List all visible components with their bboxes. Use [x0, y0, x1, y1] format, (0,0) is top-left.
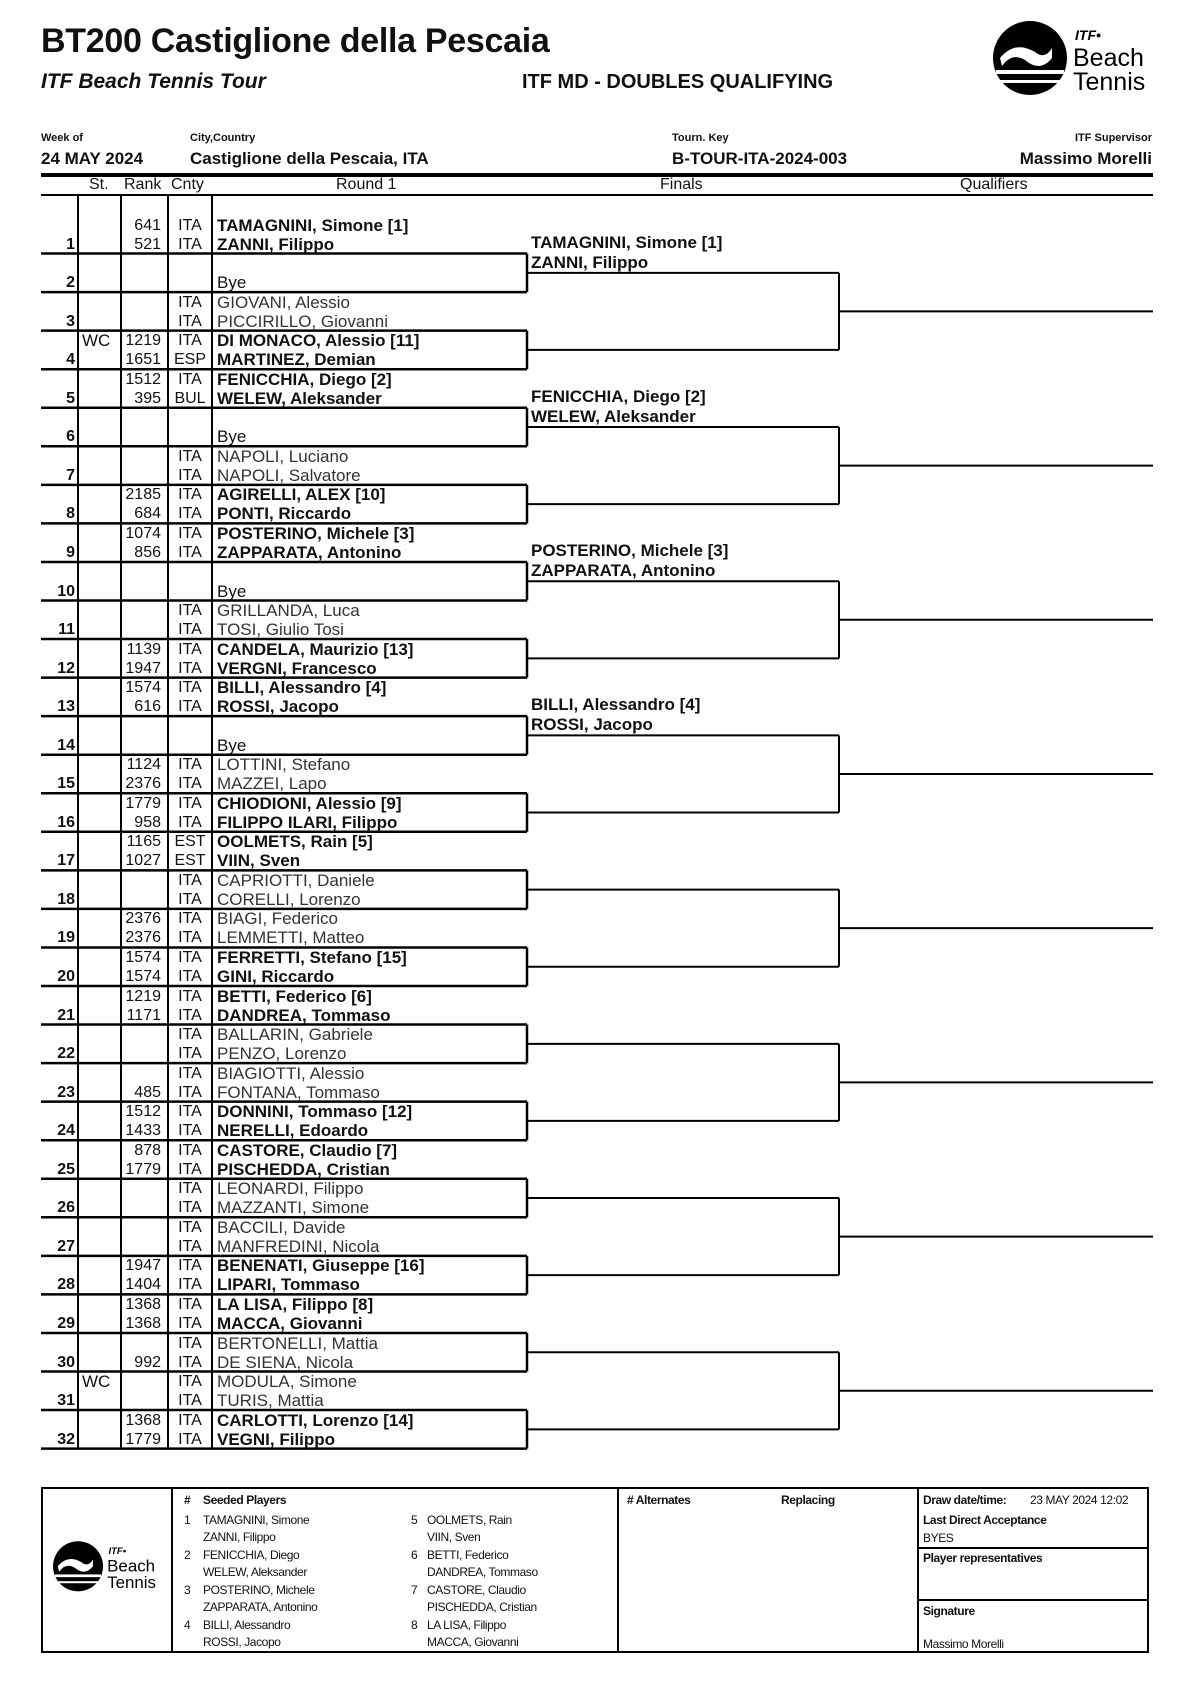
entry-number: 30 [57, 1353, 75, 1371]
replacing-label: Replacing [781, 1493, 835, 1507]
player-country: ITA [178, 794, 202, 812]
seed-player: POSTERINO, Michele [203, 1583, 315, 1597]
player-country: ITA [178, 312, 202, 330]
player-country: ITA [178, 910, 202, 928]
player-rank: 641 [134, 216, 161, 234]
player-rank: 1574 [125, 949, 161, 966]
player-rank: 1404 [125, 1276, 161, 1294]
player-rank: 1947 [125, 1257, 161, 1275]
player-country: ITA [178, 1160, 202, 1178]
player-name: VERGNI, Francesco [217, 658, 377, 678]
player-country: ITA [178, 216, 202, 234]
player-rank: 1433 [125, 1122, 161, 1140]
player-name: CORELLI, Lorenzo [217, 889, 361, 909]
player-name: TAMAGNINI, Simone [1] [217, 215, 409, 235]
seed-player: ZANNI, Filippo [203, 1530, 276, 1544]
svg-text:Beach: Beach [1073, 44, 1144, 72]
player-name: VIIN, Sven [217, 851, 301, 871]
player-name: DANDREA, Tommaso [217, 1005, 391, 1025]
seed-number: 4 [184, 1618, 191, 1632]
player-rank: 1574 [125, 968, 161, 985]
seed-player: WELEW, Aleksander [203, 1565, 307, 1579]
player-rank: 992 [134, 1353, 161, 1371]
seed-number: 8 [411, 1618, 418, 1632]
tournament-title: BT200 Castiglione della Pescaia [41, 22, 550, 60]
player-country: ITA [178, 447, 202, 465]
player-name: MAZZANTI, Simone [217, 1198, 370, 1218]
finals-player-name: TAMAGNINI, Simone [1] [531, 232, 723, 252]
footer-divider [917, 1599, 1147, 1601]
player-rank: 1139 [126, 640, 161, 658]
player-country: ITA [178, 1314, 202, 1332]
player-rank: 958 [134, 813, 161, 831]
player-rank: 2376 [125, 775, 161, 793]
player-country: ITA [178, 524, 202, 542]
player-country: ITA [178, 949, 202, 966]
player-name: PONTI, Riccardo [217, 504, 352, 524]
player-rank: 684 [134, 505, 161, 523]
player-name: MARTINEZ, Demian [217, 350, 376, 370]
entry-number: 17 [57, 852, 75, 870]
player-country: ITA [178, 1392, 202, 1410]
footer-divider [917, 1489, 919, 1651]
footer-divider [617, 1489, 619, 1651]
seed-number: 6 [411, 1548, 418, 1562]
entry-number: 29 [57, 1314, 75, 1332]
player-name: FERRETTI, Stefano [15] [217, 948, 407, 967]
player-name: ZANNI, Filippo [217, 234, 335, 254]
entry-number: 15 [57, 775, 75, 793]
player-country: BUL [174, 389, 206, 407]
player-name: AGIRELLI, ALEX [10] [217, 485, 386, 505]
col-round1: Round 1 [336, 176, 397, 193]
player-rank: 485 [134, 1083, 161, 1101]
player-name: GINI, Riccardo [217, 967, 335, 986]
player-country: ITA [178, 1295, 202, 1313]
player-name: FENICCHIA, Diego [2] [217, 369, 392, 389]
player-rank: 1779 [125, 1160, 161, 1178]
player-country: ITA [178, 1373, 202, 1391]
supervisor-label: ITF Supervisor [1074, 132, 1152, 144]
entry-number: 1 [66, 235, 75, 253]
player-rank: 1368 [125, 1295, 161, 1313]
player-name: Bye [217, 273, 247, 293]
player-country: EST [174, 852, 206, 870]
player-country: ITA [178, 505, 202, 523]
finals-player-name: FENICCHIA, Diego [2] [531, 387, 706, 407]
player-country: ITA [178, 1122, 202, 1140]
entry-number: 9 [66, 543, 75, 561]
player-name: MODULA, Simone [217, 1372, 357, 1392]
player-country: ITA [178, 1353, 202, 1371]
finals-player-name: ZAPPARATA, Antonino [531, 561, 716, 581]
player-country: ITA [178, 1334, 202, 1352]
entry-number: 14 [57, 736, 75, 754]
player-name: BALLARIN, Gabriele [217, 1025, 373, 1045]
col-qualifiers: Qualifiers [960, 176, 1028, 193]
beach-tennis-logo-icon [51, 1539, 166, 1597]
player-rank: 856 [134, 543, 161, 561]
footer-logo [51, 1539, 166, 1602]
player-country: ITA [178, 756, 202, 774]
entry-number: 12 [57, 659, 75, 677]
player-name: PISCHEDDA, Cristian [217, 1159, 390, 1179]
player-rank: 1219 [125, 987, 161, 1005]
entry-number: 5 [66, 389, 75, 407]
player-name: BACCILI, Davide [217, 1217, 346, 1237]
player-name: NERELLI, Edoardo [217, 1121, 369, 1141]
player-name: LEONARDI, Filippo [217, 1179, 364, 1199]
svg-text:Tennis: Tennis [1073, 68, 1146, 96]
entry-number: 25 [57, 1160, 75, 1178]
seed-number: 2 [184, 1548, 191, 1562]
entry-number: 27 [57, 1237, 75, 1255]
player-rank: 1219 [125, 332, 161, 350]
finals-player-name: ZANNI, Filippo [531, 252, 649, 272]
player-rank: 1124 [126, 756, 161, 774]
player-country: ITA [178, 1218, 202, 1236]
player-country: ITA [178, 466, 202, 484]
player-country: ITA [178, 1103, 202, 1121]
player-country: ITA [178, 775, 202, 793]
player-name: MACCA, Giovanni [217, 1313, 363, 1333]
seed-player: PISCHEDDA, Cristian [427, 1600, 537, 1614]
player-name: LOTTINI, Stefano [217, 755, 351, 775]
finals-player-name: ROSSI, Jacopo [531, 715, 653, 735]
seed-player: BETTI, Federico [427, 1548, 509, 1562]
player-rank: 1651 [125, 351, 161, 369]
player-rank: 1512 [125, 370, 161, 388]
player-name: CHIODIONI, Alessio [9] [217, 793, 402, 813]
entry-number: 19 [57, 929, 75, 947]
svg-text:ITF•: ITF• [1075, 27, 1101, 43]
player-name: DI MONACO, Alessio [11] [217, 331, 420, 351]
player-country: ITA [178, 1257, 202, 1275]
player-country: ITA [178, 1276, 202, 1294]
player-name: VEGNI, Filippo [217, 1429, 336, 1449]
player-country: ITA [178, 813, 202, 831]
player-country: ITA [178, 621, 202, 639]
player-name: BERTONELLI, Mattia [217, 1333, 378, 1353]
player-country: ITA [178, 987, 202, 1005]
seed-player: ROSSI, Jacopo [203, 1635, 281, 1649]
supervisor-value: Massimo Morelli [1019, 149, 1152, 168]
player-country: ITA [178, 1006, 202, 1024]
seed-number: 5 [411, 1513, 418, 1527]
player-country: ITA [178, 871, 202, 889]
player-name: DONNINI, Tommaso [12] [217, 1102, 413, 1122]
seed-player: DANDREA, Tommaso [427, 1565, 538, 1579]
player-name: Bye [217, 427, 247, 447]
player-name: BILLI, Alessandro [4] [217, 678, 387, 698]
player-name: BETTI, Federico [6] [217, 986, 372, 1006]
svg-text:ITF•: ITF• [108, 1546, 127, 1558]
player-name: LA LISA, Filippo [8] [217, 1294, 374, 1314]
finals-player-name: BILLI, Alessandro [4] [531, 695, 701, 715]
player-name: BENENATI, Giuseppe [16] [217, 1256, 425, 1276]
player-rank: 878 [134, 1141, 161, 1159]
finals-player-name: POSTERINO, Michele [3] [531, 541, 729, 561]
player-name: BIAGIOTTI, Alessio [217, 1063, 365, 1083]
player-country: ITA [178, 543, 202, 561]
player-rank: 1779 [125, 794, 161, 812]
player-country: ITA [178, 640, 202, 658]
entry-number: 10 [57, 582, 75, 600]
player-name: BIAGI, Federico [217, 909, 338, 929]
player-rank: 1947 [125, 659, 161, 677]
seed-player: OOLMETS, Rain [427, 1513, 512, 1527]
player-rank: 1027 [125, 852, 161, 870]
player-name: PICCIRILLO, Giovanni [217, 311, 389, 331]
player-name: CASTORE, Claudio [7] [217, 1140, 398, 1160]
seed-number: 7 [411, 1583, 418, 1597]
entry-number: 24 [57, 1122, 75, 1140]
entry-number: 20 [57, 968, 75, 985]
player-name: CANDELA, Maurizio [13] [217, 639, 414, 659]
player-rank: 1779 [125, 1430, 161, 1448]
entry-number: 13 [57, 698, 75, 716]
finals-player-name: WELEW, Aleksander [531, 407, 696, 427]
player-country: ITA [178, 1237, 202, 1255]
entry-number: 21 [57, 1006, 75, 1024]
lda-label: Last Direct Acceptance [923, 1513, 1047, 1527]
col-finals: Finals [660, 176, 703, 193]
player-reps-label: Player representatives [923, 1551, 1043, 1565]
seed-player: TAMAGNINI, Simone [203, 1513, 310, 1527]
entry-number: 18 [57, 890, 75, 908]
player-name: OOLMETS, Rain [5] [217, 832, 373, 852]
player-country: ITA [178, 1180, 202, 1198]
player-country: ITA [178, 890, 202, 908]
entry-number: 4 [66, 351, 75, 369]
player-name: GIOVANI, Alessio [217, 292, 350, 312]
seed-number: 1 [184, 1513, 191, 1527]
player-country: ITA [178, 679, 202, 697]
player-name: CARLOTTI, Lorenzo [14] [217, 1410, 414, 1430]
player-country: ITA [178, 1411, 202, 1429]
seeded-hash: # [184, 1493, 191, 1507]
signature-label: Signature [923, 1604, 975, 1618]
player-country: ESP [173, 351, 206, 369]
seed-player: LA LISA, Filippo [427, 1618, 506, 1632]
entry-number: 28 [57, 1276, 75, 1294]
player-rank: 616 [134, 698, 161, 716]
footer-divider [917, 1547, 1147, 1549]
player-name: FILIPPO ILARI, Filippo [217, 812, 398, 832]
player-country: ITA [178, 1083, 202, 1101]
tour-name: ITF Beach Tennis Tour [41, 70, 266, 93]
player-name: TURIS, Mattia [217, 1391, 324, 1411]
signature-value: Massimo Morelli [923, 1637, 1004, 1651]
entry-number: 11 [58, 621, 75, 639]
player-country: ITA [178, 659, 202, 677]
player-name: Bye [217, 581, 247, 601]
player-name: DE SIENA, Nicola [217, 1352, 354, 1372]
week-label: Week of [41, 132, 83, 144]
player-name: MAZZEI, Lapo [217, 774, 327, 794]
city-label: City,Country [190, 132, 256, 144]
player-name: NAPOLI, Salvatore [217, 465, 361, 485]
player-name: NAPOLI, Luciano [217, 446, 349, 466]
player-country: ITA [178, 1045, 202, 1063]
player-country: ITA [178, 1199, 202, 1217]
player-rank: 521 [134, 235, 161, 253]
player-name: CAPRIOTTI, Daniele [217, 870, 375, 890]
player-country: ITA [178, 1026, 202, 1044]
seed-player: ZAPPARATA, Antonino [203, 1600, 318, 1614]
player-country: ITA [178, 968, 202, 985]
player-name: LIPARI, Tommaso [217, 1275, 360, 1295]
alternates-label: # Alternates [627, 1493, 691, 1507]
player-name: ROSSI, Jacopo [217, 697, 339, 717]
entry-status: WC [82, 331, 111, 351]
entry-status: WC [82, 1372, 111, 1392]
player-name: PENZO, Lorenzo [217, 1044, 347, 1064]
entry-number: 7 [66, 466, 75, 484]
player-name: WELEW, Aleksander [217, 388, 382, 408]
week-value: 24 MAY 2024 [41, 149, 144, 168]
player-country: ITA [178, 602, 202, 620]
player-rank: 1171 [126, 1006, 161, 1024]
entry-number: 16 [57, 813, 75, 831]
tourn-key-value: B-TOUR-ITA-2024-003 [672, 149, 848, 168]
seed-player: CASTORE, Claudio [427, 1583, 526, 1597]
player-country: ITA [178, 1141, 202, 1159]
player-rank: 1074 [125, 524, 161, 542]
player-country: ITA [178, 235, 202, 253]
player-name: MANFREDINI, Nicola [217, 1236, 380, 1256]
player-name: LEMMETTI, Matteo [217, 928, 365, 948]
player-rank: 2376 [125, 929, 161, 947]
player-rank: 2185 [125, 486, 161, 504]
seeded-players-label: Seeded Players [203, 1493, 287, 1507]
entry-number: 23 [57, 1083, 75, 1101]
player-country: ITA [178, 698, 202, 716]
entry-number: 8 [66, 505, 75, 523]
player-name: TOSI, Giulio Tosi [217, 620, 344, 640]
seed-player: VIIN, Sven [427, 1530, 481, 1544]
lda-value: BYES [923, 1531, 954, 1545]
seed-player: MACCA, Giovanni [427, 1635, 519, 1649]
player-country: ITA [178, 1064, 202, 1082]
player-rank: 1512 [125, 1103, 161, 1121]
svg-text:Tennis: Tennis [107, 1572, 157, 1592]
entry-number: 31 [57, 1392, 75, 1410]
draw-date-value: 23 MAY 2024 12:02 [1030, 1493, 1129, 1507]
seed-number: 3 [184, 1583, 191, 1597]
player-name: Bye [217, 735, 247, 755]
player-rank: 1368 [125, 1314, 161, 1332]
entry-number: 6 [66, 428, 75, 446]
player-rank: 1165 [126, 833, 161, 851]
footer-divider [171, 1489, 173, 1651]
player-country: ITA [178, 486, 202, 504]
entry-number: 32 [57, 1430, 75, 1448]
player-country: ITA [178, 1430, 202, 1448]
player-rank: 395 [134, 389, 161, 407]
player-country: ITA [178, 293, 202, 311]
svg-text:Beach: Beach [107, 1556, 156, 1576]
player-rank: 1368 [125, 1411, 161, 1429]
entry-number: 2 [66, 274, 75, 292]
col-st: St. [89, 176, 109, 193]
player-country: EST [174, 833, 206, 851]
entry-number: 3 [66, 312, 75, 330]
draw-date-label: Draw date/time: [923, 1493, 1007, 1507]
entry-number: 22 [57, 1045, 75, 1063]
player-country: ITA [178, 929, 202, 947]
footer-panel [41, 1487, 1149, 1653]
player-name: POSTERINO, Michele [3] [217, 523, 415, 543]
tourn-key-label: Tourn. Key [672, 132, 729, 144]
entry-number: 26 [57, 1199, 75, 1217]
player-name: GRILLANDA, Luca [217, 601, 360, 621]
col-cnty: Cnty [171, 176, 204, 193]
city-value: Castiglione della Pescaia, ITA [190, 149, 429, 168]
col-rank: Rank [124, 176, 162, 193]
seed-player: FENICCHIA, Diego [203, 1548, 300, 1562]
player-rank: 2376 [125, 910, 161, 928]
player-name: FONTANA, Tommaso [217, 1082, 380, 1102]
player-country: ITA [178, 370, 202, 388]
event-name: ITF MD - DOUBLES QUALIFYING [522, 71, 834, 93]
seed-player: BILLI, Alessandro [203, 1618, 291, 1632]
player-name: ZAPPARATA, Antonino [217, 542, 402, 562]
player-country: ITA [178, 332, 202, 350]
player-rank: 1574 [125, 679, 161, 697]
